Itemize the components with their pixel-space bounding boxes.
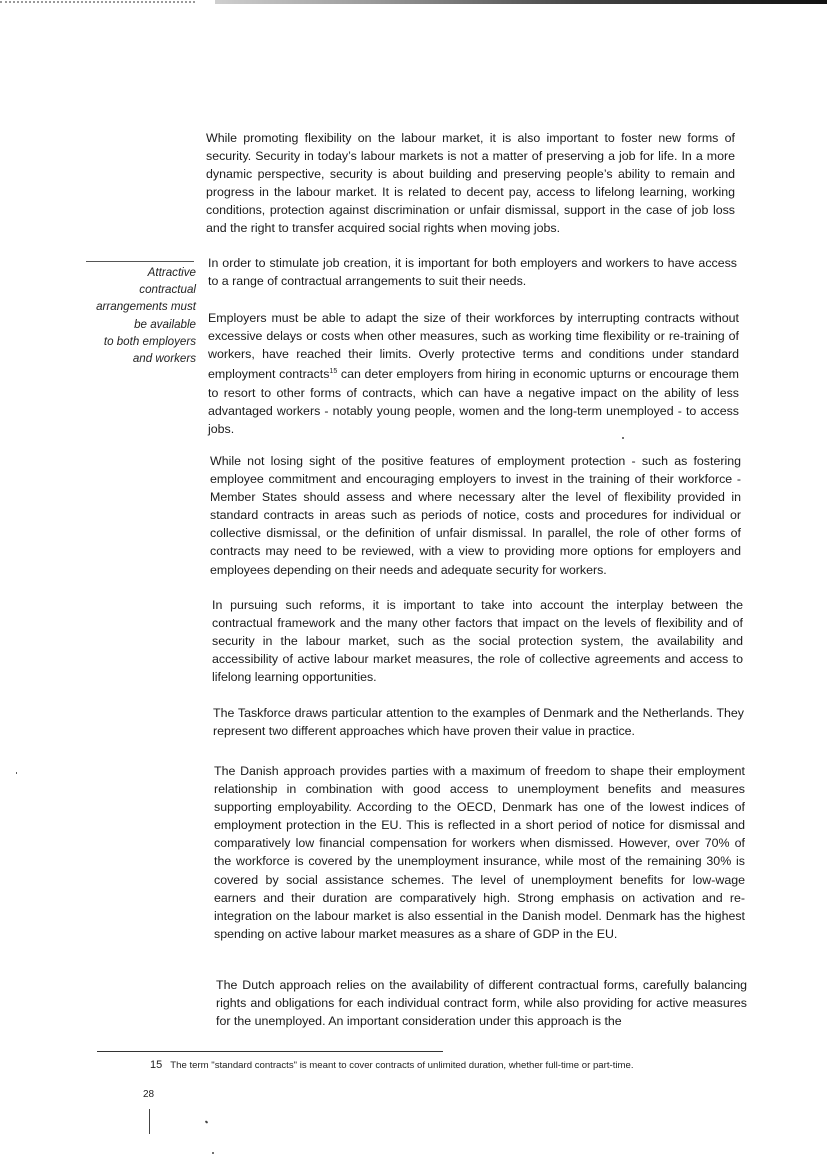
footnote-text: The term "standard contracts" is meant to cover contracts of unlimited duration, whether full-time or part-time.	[170, 1060, 634, 1071]
paragraph-employers-adapt-continuation: can deter employers from hiring in economic upturns or encourage them to resort to other forms of contracts, which can have a negative impact on the ability of less advantaged workers - notably young people, women and the long-term unemployed - to access jobs.	[208, 367, 740, 436]
footnote-number: 15	[150, 1059, 163, 1071]
margin-note-line: contractual	[139, 283, 196, 297]
paragraph-taskforce: The Taskforce draws particular attention to the examples of Denmark and the Netherlands. They represent two different approaches which have proven their value in practice.	[213, 706, 744, 739]
scan-speck	[622, 437, 624, 439]
margin-note-line: to both employers	[103, 334, 196, 348]
footnote-rule	[97, 1051, 443, 1052]
margin-note-line: and workers	[132, 352, 196, 366]
footnote-reference[interactable]: 15	[329, 368, 338, 376]
header-rule-dotted	[0, 1, 195, 3]
page-tick-mark	[149, 1109, 150, 1134]
scan-speck	[205, 1120, 209, 1123]
paragraph-reforms: In pursuing such reforms, it is important to take into account the interplay between the contractual framework and the many other factors that impact on the levels of flexibility and of security in the labour market, such as the social protection system, the availability and accessibility of active labour market measures, the role of collective agreements and access to lifelong learning opportunities.	[212, 598, 743, 685]
header-rule	[0, 0, 827, 10]
paragraph-employment-protection: While not losing sight of the positive features of employment protection - such as fostering employee commitment and encouraging employers to invest in the training of their workforce - Member States should assess and where necessary alter the level of flexibility provided in standard contracts in areas such as periods of notice, costs and procedures for individual or collective dismissal, or the definition of unfair dismissal. In parallel, the role of other forms of contracts may need to be reviewed, with a view to providing more options for employers and employees depending on their needs and adequate security for workers.	[210, 454, 741, 577]
paragraph-employers-adapt	[208, 309, 739, 438]
scan-speck	[16, 772, 17, 774]
header-rule-bar	[215, 0, 827, 4]
paragraph-employers-adapt-text: Employers must be able to adapt the size of their workforces by interrupting contracts without excessive delays or costs when other measures, such as working time flexibility or re-training of workers, have reached their limits. Overly protective terms and conditions under standard employment contracts	[208, 311, 739, 382]
paragraph-job-creation: In order to stimulate job creation, it is important for both employers and workers to have access to a range of contractual arrangements to suit their needs.	[208, 256, 737, 289]
paragraph-danish-approach: The Danish approach provides parties with a maximum of freedom to shape their employment relationship in combination with good access to unemployment benefits and measures supporting employability. According to the OECD, Denmark has one of the lowest indices of employment protection in the EU. This is reflected in a short period of notice for dismissal and comparatively low financial compensation for workers when dismissed. However, over 70% of the workforce is covered by the unemployment insurance, while most of the remaining 30% is covered by social assistance schemes. The level of unemployment benefits for low-wage earners and their duration are comparatively high. Strong emphasis on activation and re-integration on the labour market is also essential in the Danish model. Denmark has the highest spending on active labour market measures as a share of GDP in the EU.	[214, 764, 745, 941]
paragraph-dutch-approach: The Dutch approach relies on the availability of different contractual forms, carefully balancing rights and obligations for each individual contract form, while also providing for active measures for the unemployed. An important consideration under this approach is the	[216, 978, 747, 1029]
scan-speck	[212, 1152, 214, 1154]
footnote	[150, 1059, 750, 1072]
paragraph-flexibility-security: While promoting flexibility on the labour market, it is also important to foster new forms of security. Security in today’s labour markets is not a matter of preserving a job for life. In a more dynamic perspective, security is about building and preserving people’s ability to remain and progress in the labour market. It is related to decent pay, access to lifelong learning, working conditions, protection against discrimination or unfair dismissal, support in the case of job loss and the right to transfer acquired social rights when moving jobs.	[206, 131, 735, 236]
margin-note-rule	[86, 261, 194, 262]
margin-note	[86, 264, 196, 367]
margin-note-line: arrangements must	[96, 300, 196, 314]
page-number: 28	[143, 1089, 155, 1100]
margin-note-line: be available	[134, 317, 196, 331]
margin-note-line: Attractive	[147, 266, 196, 279]
